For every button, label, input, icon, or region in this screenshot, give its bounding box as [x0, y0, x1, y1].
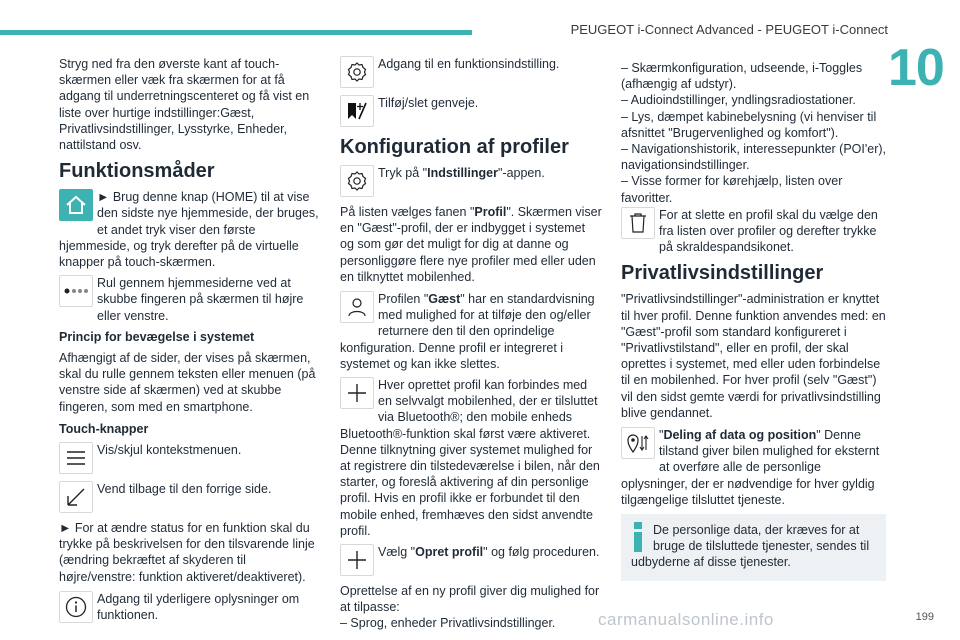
guest-pre: Profilen ": [378, 292, 429, 307]
list-item: – Navigationshistorik, interessepunkter (POI'er), navigationsindstillinger.: [621, 142, 886, 173]
list-item: – Skærmkonfiguration, udseende, i-Toggles (afhængig af udstyr).: [621, 61, 863, 92]
tryk-pre: Tryk på ": [378, 166, 428, 180]
tryk-block: [340, 165, 602, 199]
page-number: 199: [915, 611, 934, 623]
guest-post: " har en standardvisning med mulighed for at tilføje den og/eller returnere den til den oprindelige konfiguration. Denne profil er integreret i systemet og kan ikke slettes.: [340, 292, 595, 371]
settings-block: [340, 56, 602, 90]
create-text: Oprettelse af en ny profil giver dig mulighed for at tilpasse:: [340, 584, 600, 615]
swipe-block: [59, 275, 321, 324]
hamburger-menu-icon: [59, 442, 93, 474]
location-share-icon: [621, 427, 655, 459]
swipe-dots-icon: [59, 275, 93, 307]
list-post: ". Skærmen viser en "Gæst"-profil, der er indbygget i systemet og som gør det muligt for dig at danne og personliggøre flere nye profiler med eller uden en tilknyttet mobilenhed.: [340, 205, 602, 284]
top-accent-bar: [0, 30, 472, 35]
plus-icon: [340, 377, 374, 409]
bookmark-block: [340, 95, 602, 129]
back-block: [59, 481, 321, 515]
note-info-icon: [631, 522, 645, 552]
watermark: carmanualsonline.info: [598, 610, 774, 629]
trash-text: For at slette en profil skal du vælge den fra listen over profiler og derefter trykke på skraldespandsikonet.: [659, 207, 878, 255]
column-1: [59, 56, 321, 630]
column-3: [621, 60, 886, 581]
info-circle-icon: [59, 591, 93, 623]
home-icon: [59, 189, 93, 221]
princip-text: Afhængigt af de sider, der vises på skærmen, skal du rulle gennem teksten eller menuen (på venstre side af skærmen) ved at skubbe fingeren, som med en smartphone.: [59, 351, 316, 414]
plus2-pre: Vælg ": [378, 545, 416, 560]
heading-privatliv: Privatlivsindstillinger: [621, 262, 824, 285]
swipe-text: Rul gennem hjemmesiderne ved at skubbe fingeren på skærmen til højre eller venstre.: [97, 276, 304, 323]
info-note: [621, 514, 886, 581]
list-pre: På listen vælges fanen ": [340, 205, 475, 219]
heading-funktionsmaader: Funktionsmåder: [59, 160, 215, 183]
info-text: Adgang til yderligere oplysninger om funktionen.: [97, 591, 300, 623]
create-item: – Sprog, enheder Privatlivsindstillinger.: [340, 616, 556, 631]
heading-konfiguration: Konfiguration af profiler: [340, 136, 569, 158]
plus-icon: [340, 544, 374, 576]
heading-touch-knapper: Touch-knapper: [59, 421, 149, 436]
home-text: ► Brug denne knap (HOME) til at vise den sidste nye hjemmeside, der bruges, et andet tryk viser den første hjemmeside, og tryk derefter på de virtuelle knapper på touch-skærmen.: [59, 190, 319, 270]
guest-bold: Gæst: [428, 292, 461, 307]
bookmark-add-icon: [340, 95, 374, 127]
column-2: [340, 56, 602, 632]
plus2-post: " og følg proceduren.: [483, 545, 600, 560]
back-arrow-icon: [59, 481, 93, 513]
privat-text: "Privatlivsindstillinger"-administration er knyttet til hver profil. Denne funktion anvendes med: en "Gæst"-profil som standard konfigureret i "Privatlivstilstand", eller en profil, der skal oprettes i systemet, med eller uden forbindelse til en mobilenhed. For hver profil (selv "Gæst") vil den sidst gemte værdi for privatlivsindstilling blive gendannet.: [621, 292, 886, 420]
share-post: " Denne tilstand giver bilen mulighed for eksternt at overføre alle de personlige oplysninger, der er nødvendige for hver gyldig tilgængelige tilsluttet tjeneste.: [621, 428, 880, 507]
guest-block: [340, 291, 602, 372]
intro-paragraph: Stryg ned fra den øverste kant af touch-skærmen eller væk fra skærmen for at få adgang til underretningscenteret og få vist en liste over hurtige indstillinger:Gæst, Privatlivsindstillinger, Lysstyrke, Enheder, nattilstand osv.: [59, 57, 310, 153]
settings-text: Adgang til en funktionsindstilling.: [378, 57, 560, 71]
share-bold: Deling af data og position: [663, 428, 817, 443]
list-bold: Profil: [474, 205, 507, 219]
list-item: – Audioindstillinger, yndlingsradiostationer.: [621, 93, 856, 108]
note-text: De personlige data, der kræves for at bruge de tilsluttede tjenester, sendes til udbyderne af disse tjenester.: [631, 523, 870, 570]
running-header: PEUGEOT i-Connect Advanced - PEUGEOT i-Connect: [570, 22, 888, 37]
trash-block: [621, 207, 886, 256]
plus1-text: Hver oprettet profil kan forbindes med en selvvalgt mobilenhed, der er tilsluttet via Bluetooth®; den mobile enheds Bluetooth®-funktion skal først være aktiveret. Denne tilknytning giver systemet mulighed for at registrere din tilstedeværelse i bilen, når den starter, og foreslå aktivering af din personlige profil. Hvis en profil ikke er forbundet til den mobile enhed, fremhæves den sidst anvendte profil.: [340, 378, 600, 538]
gear-icon: [340, 165, 374, 197]
plus2-bold: Opret profil: [415, 545, 484, 560]
share-block: [621, 427, 886, 508]
menu-text: Vis/skjul kontekstmenuen.: [97, 443, 242, 458]
tryk-post: "-appen.: [497, 166, 545, 180]
home-block: [59, 189, 321, 270]
list-item: – Visse former for kørehjælp, listen over favoritter.: [621, 174, 843, 205]
plus2-block: [340, 544, 602, 578]
tryk-bold: Indstillinger: [427, 166, 498, 180]
list-paragraph: [340, 204, 602, 285]
share-pre: ": [659, 428, 664, 443]
list-item: – Lys, dæmpet kabinebelysning (vi henviser til afsnittet "Brugervenlighed og komfort").: [621, 109, 877, 140]
plus1-block: [340, 377, 602, 539]
status-text: ► For at ændre status for en funktion skal du trykke på beskrivelsen for den tilsvarende linje (ændring bekræftet af skyderen til højre/venstre: funktion aktiveret/deaktiveret).: [59, 521, 315, 584]
heading-princip: Princip for bevægelse i systemet: [59, 329, 255, 344]
info-block: [59, 591, 321, 625]
gear-icon: [340, 56, 374, 88]
trash-icon: [621, 207, 655, 239]
chapter-number: 10: [888, 39, 944, 97]
menu-block: [59, 442, 321, 476]
user-profile-icon: [340, 291, 374, 323]
bookmark-text: Tilføj/slet genveje.: [378, 96, 479, 110]
back-text: Vend tilbage til den forrige side.: [97, 482, 272, 497]
